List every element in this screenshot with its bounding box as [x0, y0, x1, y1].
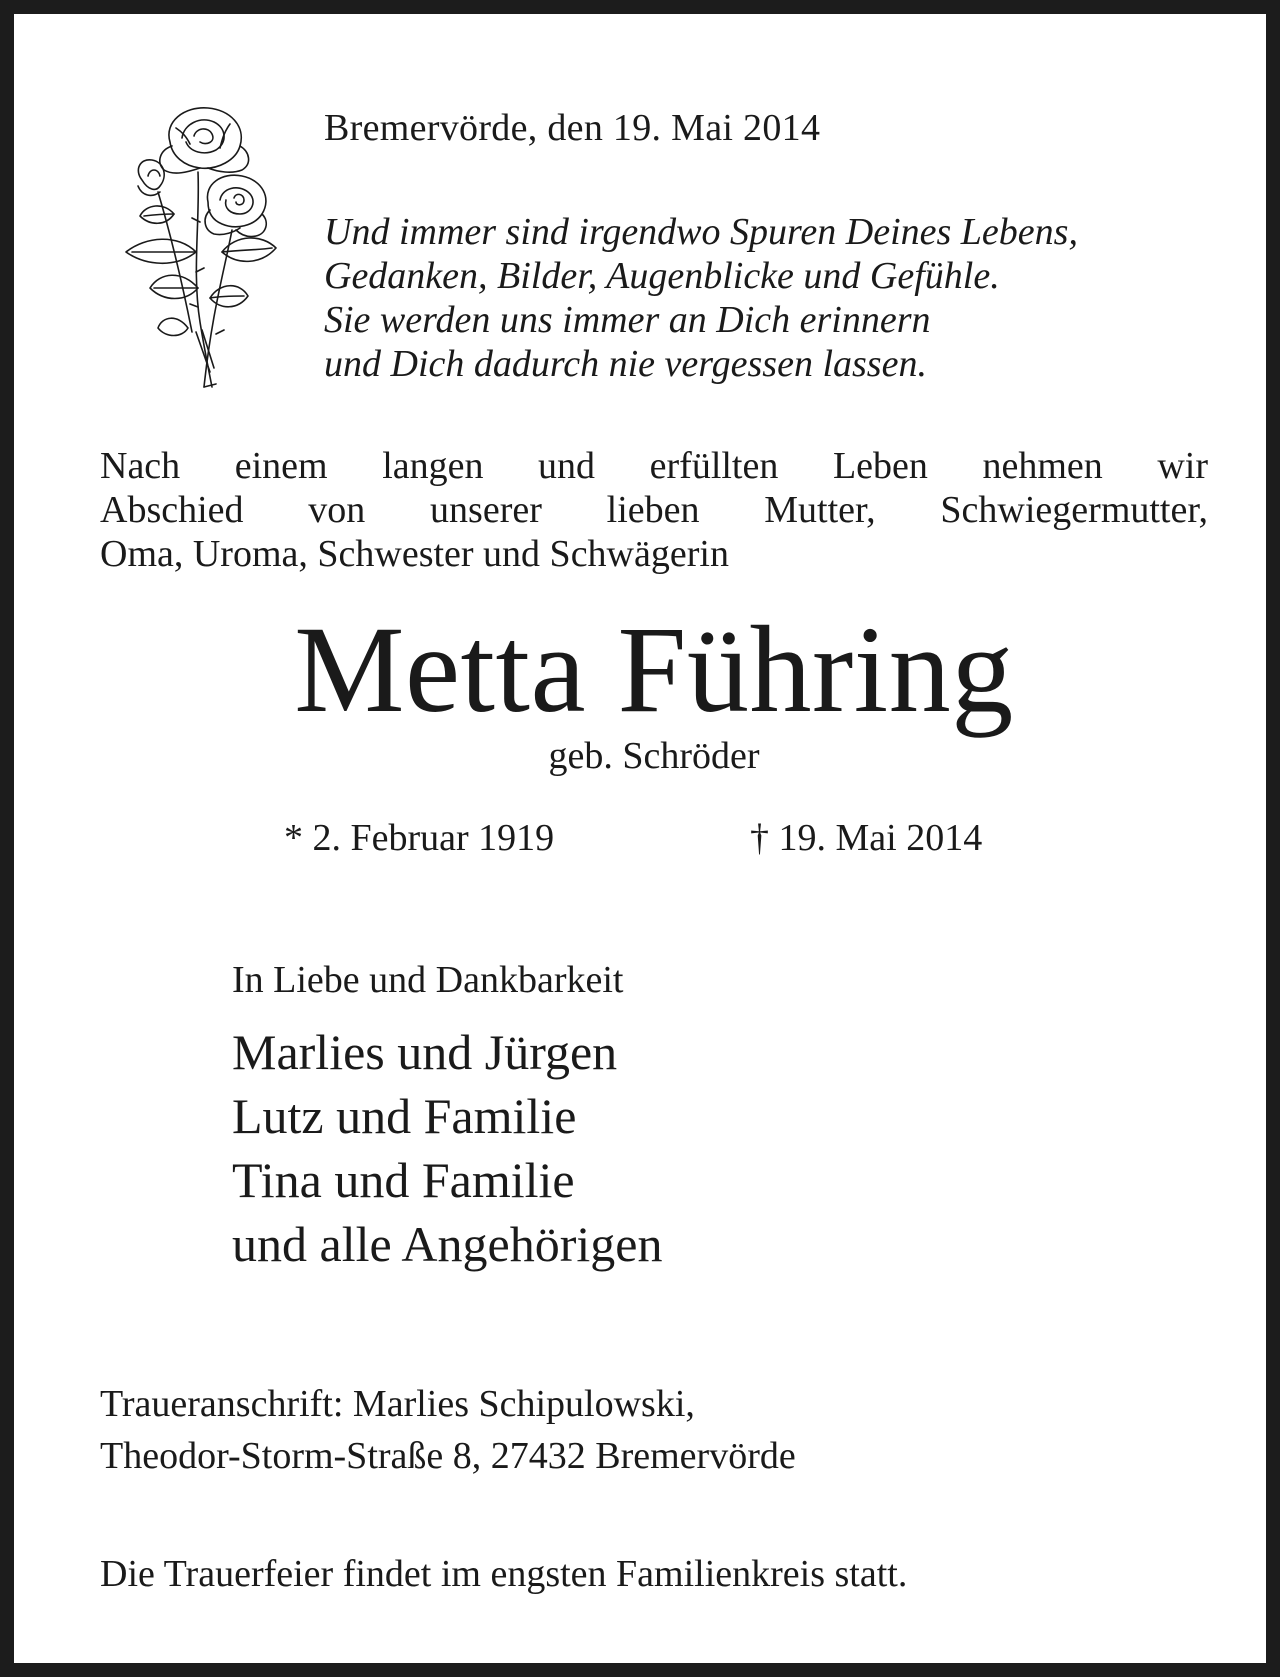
poem-line: Sie werden uns immer an Dich erinnern — [324, 299, 931, 341]
mourners-list — [232, 1020, 662, 1276]
address-line: Traueranschrift: Marlies Schipulowski, — [100, 1383, 695, 1425]
service-note: Die Trauerfeier findet im engsten Familienkreis statt. — [100, 1553, 908, 1595]
poem-line: Gedanken, Bilder, Augenblicke und Gefühle. — [324, 255, 1000, 297]
poem-line: und Dich dadurch nie vergessen lassen. — [324, 343, 927, 385]
poem-line: Und immer sind irgendwo Spuren Deines Lebens, — [324, 211, 1078, 253]
mourners-intro: In Liebe und Dankbarkeit — [232, 959, 624, 1001]
death-date: † 19. Mai 2014 — [750, 817, 983, 859]
mourning-address — [100, 1378, 796, 1482]
mourner-name: und alle Angehörigen — [232, 1216, 663, 1272]
mourner-name: Lutz und Familie — [232, 1088, 577, 1144]
place-date: Bremervörde, den 19. Mai 2014 — [324, 107, 821, 149]
intro-line: Nach einem langen und erfüllten Leben nehmen wir — [100, 445, 1208, 487]
mourner-name: Tina und Familie — [232, 1152, 575, 1208]
maiden-name: geb. Schröder — [548, 735, 760, 777]
intro-paragraph — [100, 444, 1208, 576]
intro-line: Abschied von unserer lieben Mutter, Schwiegermutter, — [100, 489, 1208, 531]
address-line: Theodor-Storm-Straße 8, 27432 Bremervörde — [100, 1435, 796, 1477]
birth-date: * 2. Februar 1919 — [284, 817, 555, 859]
deceased-name: Metta Führing — [294, 601, 1014, 738]
mourner-name: Marlies und Jürgen — [232, 1024, 618, 1080]
rose-icon — [112, 102, 282, 392]
poem — [324, 210, 1078, 386]
intro-line: Oma, Uroma, Schwester und Schwägerin — [100, 533, 729, 575]
